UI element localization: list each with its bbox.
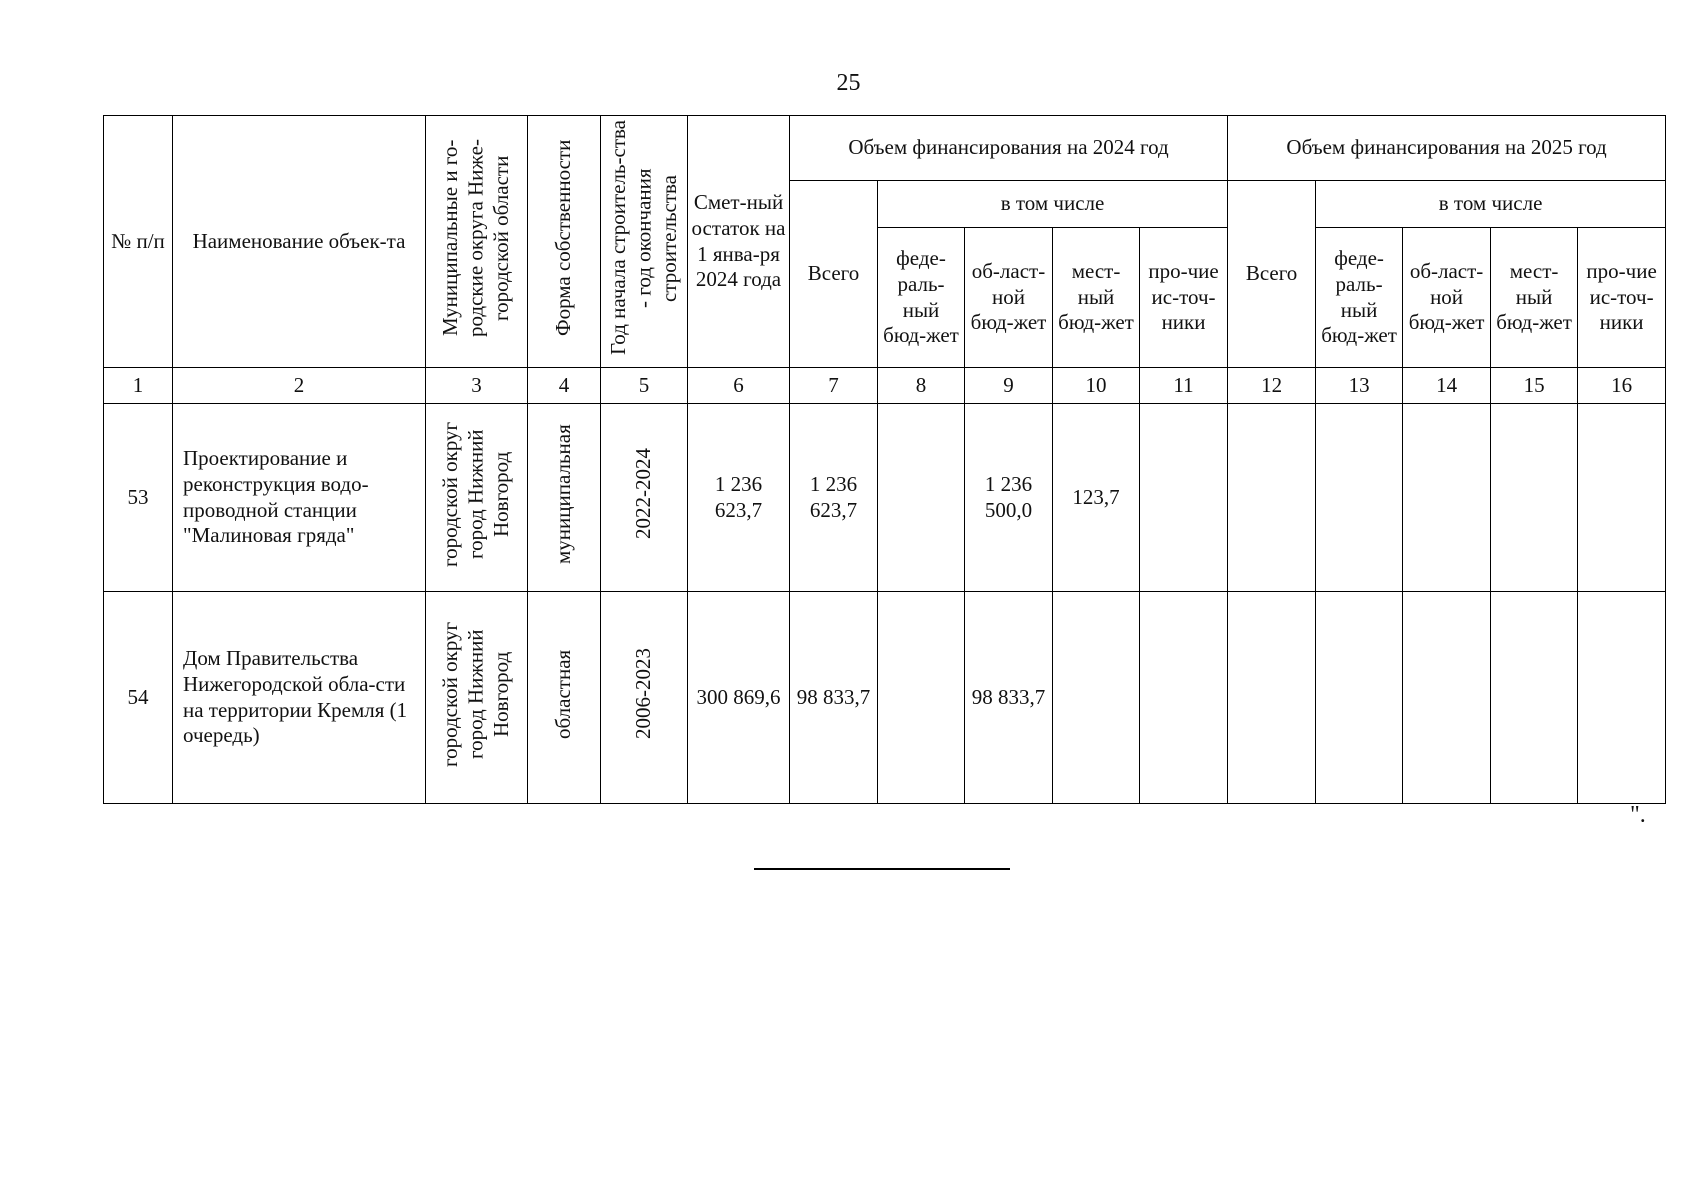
- row-federal-2025: [1316, 404, 1403, 592]
- header-total-2025: Всего: [1228, 181, 1316, 368]
- col-number: 11: [1140, 368, 1228, 404]
- header-other-2025: про-чие ис-точ-ники: [1578, 228, 1666, 368]
- row-local-2025: [1491, 592, 1578, 804]
- row-total-2025: [1228, 404, 1316, 592]
- row-local-2024: 123,7: [1053, 404, 1140, 592]
- header-other-2024: про-чие ис-точ-ники: [1140, 228, 1228, 368]
- row-num: 53: [104, 404, 173, 592]
- col-number: 16: [1578, 368, 1666, 404]
- row-num: 54: [104, 592, 173, 804]
- header-total-2024: Всего: [790, 181, 878, 368]
- col-number: 15: [1491, 368, 1578, 404]
- col-number: 4: [528, 368, 601, 404]
- row-total-2024: 1 236 623,7: [790, 404, 878, 592]
- header-name: Наименование объек-та: [173, 116, 426, 368]
- row-balance: 300 869,6: [688, 592, 790, 804]
- financing-table: [103, 115, 1666, 804]
- col-number: 14: [1403, 368, 1491, 404]
- row-federal-2025: [1316, 592, 1403, 804]
- header-federal-2024: феде-раль-ный бюд-жет: [878, 228, 965, 368]
- column-number-row: [104, 368, 1666, 404]
- table-row: [104, 592, 1666, 804]
- row-ownership: областная: [528, 592, 601, 804]
- row-regional-2024: 98 833,7: [965, 592, 1053, 804]
- header-balance: Смет-ный остаток на 1 янва-ря 2024 года: [688, 116, 790, 368]
- col-number: 7: [790, 368, 878, 404]
- row-name: Дом Правительства Нижегородской обла-сти на территории Кремля (1 очередь): [173, 592, 426, 804]
- col-number: 6: [688, 368, 790, 404]
- row-other-2024: [1140, 404, 1228, 592]
- col-number: 9: [965, 368, 1053, 404]
- table-row: [104, 404, 1666, 592]
- row-local-2024: [1053, 592, 1140, 804]
- header-incl-2025: в том числе: [1316, 181, 1666, 228]
- header-regional-2024: об-ласт-ной бюд-жет: [965, 228, 1053, 368]
- col-number: 13: [1316, 368, 1403, 404]
- header-num: № п/п: [104, 116, 173, 368]
- row-regional-2025: [1403, 592, 1491, 804]
- row-municipality: городской округ город Нижний Новгород: [426, 592, 528, 804]
- col-number: 10: [1053, 368, 1140, 404]
- row-total-2024: 98 833,7: [790, 592, 878, 804]
- row-federal-2024: [878, 592, 965, 804]
- header-local-2025: мест-ный бюд-жет: [1491, 228, 1578, 368]
- row-other-2025: [1578, 592, 1666, 804]
- row-years: 2006-2023: [601, 592, 688, 804]
- col-number: 8: [878, 368, 965, 404]
- header-federal-2025: феде-раль-ный бюд-жет: [1316, 228, 1403, 368]
- row-other-2025: [1578, 404, 1666, 592]
- col-number: 3: [426, 368, 528, 404]
- col-number: 5: [601, 368, 688, 404]
- footer-divider: [754, 868, 1010, 870]
- closing-quote: ".: [1630, 802, 1646, 828]
- col-number: 1: [104, 368, 173, 404]
- row-name: Проектирование и реконструкция водо-проводной станции "Малиновая гряда": [173, 404, 426, 592]
- row-municipality: городской округ город Нижний Новгород: [426, 404, 528, 592]
- col-number: 2: [173, 368, 426, 404]
- row-regional-2025: [1403, 404, 1491, 592]
- row-other-2024: [1140, 592, 1228, 804]
- row-total-2025: [1228, 592, 1316, 804]
- header-fin-2024: Объем финансирования на 2024 год: [790, 116, 1228, 181]
- header-ownership: Форма собственности: [528, 116, 601, 368]
- header-regional-2025: об-ласт-ной бюд-жет: [1403, 228, 1491, 368]
- row-local-2025: [1491, 404, 1578, 592]
- header-local-2024: мест-ный бюд-жет: [1053, 228, 1140, 368]
- row-federal-2024: [878, 404, 965, 592]
- header-years: Год начала строитель-ства - год окончания строительства: [601, 116, 688, 368]
- row-ownership: муниципальная: [528, 404, 601, 592]
- row-balance: 1 236 623,7: [688, 404, 790, 592]
- header-fin-2025: Объем финансирования на 2025 год: [1228, 116, 1666, 181]
- row-regional-2024: 1 236 500,0: [965, 404, 1053, 592]
- header-incl-2024: в том числе: [878, 181, 1228, 228]
- row-years: 2022-2024: [601, 404, 688, 592]
- page-number: 25: [836, 70, 861, 96]
- header-municipality: Муниципальные и го-родские округа Ниже-городской области: [426, 116, 528, 368]
- col-number: 12: [1228, 368, 1316, 404]
